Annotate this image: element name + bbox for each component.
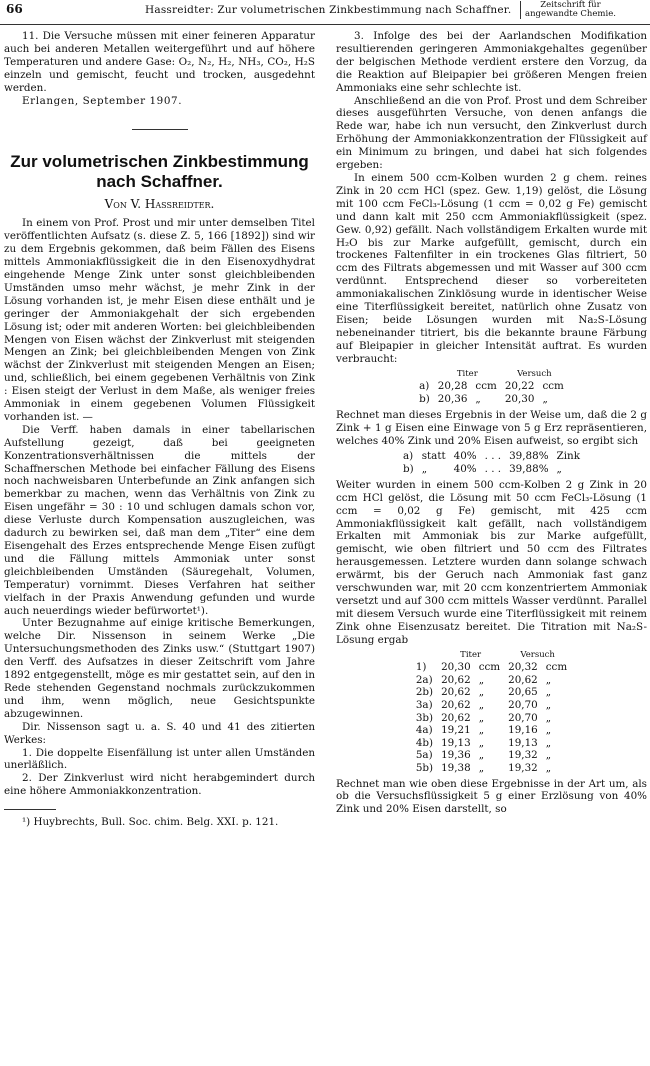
unit: „ bbox=[478, 761, 485, 774]
journal-name-line1: Zeitschrift für bbox=[540, 0, 601, 10]
column-header-titer: Titer bbox=[460, 649, 482, 660]
table-row bbox=[412, 686, 571, 699]
unit: „ bbox=[545, 686, 552, 699]
titer-value: 19,21 bbox=[441, 724, 471, 737]
dots: . . . bbox=[484, 462, 502, 475]
running-title: Hassreidter: Zur volumetrischen Zinkbestimmung nach Schaffner. bbox=[145, 4, 512, 16]
titer-value: 19,36 bbox=[441, 749, 471, 762]
table-row bbox=[412, 712, 571, 725]
unit: „ bbox=[545, 711, 552, 724]
paragraph: Die Verff. haben damals in einer tabellarischen Aufstellung gezeigt, daß bei geeigneten Konzentrationsverhältnissen die mittels der Schaffnerschen Methode bei einfacher Fällung des Eisens noch nachweisbaren Unterbefunde an Zink anfangen sich bemerkbar zu machen, wenn das Verhältnis von Zink zu Eisen ungefähr = 30 : 10 und schlugen damals schon vor, diese Verluste durch Kompensation auszugleichen, was dadurch zu bewirken sei, daß man dem „Titer“ eine dem Eisengehalt des Erzes entsprechende Menge Eisen zufügt und die Fällung mittels Ammoniak unter sonst gleichbleibenden Umständen (Säuregehalt, Volumen, Temperatur) vornimmt. Dieses Verfahren hat seither vielfach in der Praxis Anwendung gefunden und wurde auch neuerdings wieder befürwortet¹). bbox=[4, 423, 315, 617]
table-row bbox=[412, 699, 571, 712]
table-row bbox=[415, 380, 568, 393]
versuch-value: 19,13 bbox=[508, 736, 538, 749]
versuch-value: 20,70 bbox=[508, 698, 538, 711]
unit: „ bbox=[545, 736, 552, 749]
page-number: 66 bbox=[6, 2, 23, 16]
table-row bbox=[412, 724, 571, 737]
results-table-1 bbox=[415, 368, 568, 407]
row-label: 1) bbox=[415, 661, 427, 674]
unit: „ bbox=[545, 673, 552, 686]
footnote-divider bbox=[4, 809, 56, 810]
unit: „ bbox=[556, 462, 562, 475]
table-header-row bbox=[415, 368, 568, 381]
versuch-value: 19,32 bbox=[508, 749, 538, 762]
row-label: a) bbox=[403, 450, 414, 462]
table-row bbox=[412, 737, 571, 750]
percent: 40% bbox=[453, 450, 477, 462]
paragraph: In einem von Prof. Prost und mir unter demselben Titel veröffentlichten Aufsatz (s. diese Z. 5, 166 [1892]) sind wir zu dem Ergebnis gekommen, daß beim Fällen des Eisens mittels Ammoniakflüssigkeit die in den Eisenoxydhydrat eingehende Menge Zink unter sonst gleichbleibenden Umständen umso mehr wächst, je mehr Zink in der Lösung vorhanden ist, je mehr Eisen diese enthält und je geringer der Ammoniakgehalt der sich ergebenden Lösung ist; oder mit anderen Worten: bei gleichbleibenden Mengen von Eisen wächst der Zinkverlust mit steigenden Mengen an Zink; bei gleichbleibenden Mengen von Zink wächst der Zinkverlust mit steigenden Mengen an Eisen; und, schließlich, bei einem gegebenen Verhältnis von Zink : Eisen steigt der Verlust in dem Maße, als weniger freies Ammoniak in einem gegebenen Volumen Flüssigkeit vorhanden ist. — bbox=[4, 217, 315, 423]
versuch-value: 20,70 bbox=[508, 711, 538, 724]
row-label: 5a) bbox=[415, 749, 433, 762]
paragraph: Anschließend an die von Prof. Prost und dem Schreiber dieses ausgeführten Versuche, von denen anfangs die Rede war, habe ich nun versucht, den Zinkverlust durch Erhöhung der Ammoniakkonzentration der Flüssigkeit auf ein Minimum zu bringen, und dabei hat sich folgendes ergeben: bbox=[336, 94, 647, 172]
percent: 40% bbox=[453, 462, 477, 475]
column-header-versuch: Versuch bbox=[517, 368, 552, 379]
left-column bbox=[4, 30, 315, 829]
unit: „ bbox=[478, 711, 485, 724]
unit: „ bbox=[478, 698, 485, 711]
right-column bbox=[336, 30, 647, 816]
row-label: a) bbox=[419, 380, 430, 393]
unit: „ bbox=[478, 686, 485, 699]
versuch-value: 20,65 bbox=[508, 686, 538, 699]
paragraph: In einem 500 ccm-Kolben wurden 2 g chem. reines Zink in 20 ccm HCl (spez. Gew. 1,19) gelöst, die Lösung mit 100 ccm FeCl₃-Lösung (1 ccm = 0,02 g Fe) gemischt und dann kalt mit 250 ccm Ammoniakflüssigkeit (spez. Gew. 0,92) gefällt. Nach vollständigem Erkalten wurde mit H₂O bis zur Marke aufgefüllt, gemischt, durch ein trockenes Faltenfilter in ein trockenes Glas filtriert, 50 ccm des Filtrats abgemessen und mit Wasser auf 300 ccm verdünnt. Entsprechend dieser so vorbereiteten ammoniakalischen Zinklösung wurde in identischer Weise eine Titerflüssigkeit bereitet, natürlich ohne Zusatz von Eisen; beide Lösungen wurden mit Na₂S-Lösung nebeneinander titriert, bis die bekannte braune Färbung auf Bleipapier in gleicher Intensität auftrat. Es wurden verbraucht: bbox=[336, 171, 647, 365]
column-header-versuch: Versuch bbox=[520, 649, 555, 660]
unit: ccm bbox=[475, 380, 497, 393]
titer-value: 20,62 bbox=[441, 698, 471, 711]
titer-value: 20,28 bbox=[437, 380, 468, 393]
column-header-titer: Titer bbox=[456, 368, 478, 379]
titer-value: 19,13 bbox=[441, 736, 471, 749]
table-header-row bbox=[412, 649, 571, 662]
titer-value: 20,62 bbox=[441, 673, 471, 686]
versuch-value: 20,62 bbox=[508, 673, 538, 686]
unit: ccm bbox=[478, 661, 501, 674]
unit: „ bbox=[478, 749, 485, 762]
paragraph: Rechnet man dieses Ergebnis in der Weise um, daß die 2 g Zink + 1 g Eisen eine Einwage von 5 g Erz repräsentieren, welches 40% Zink und 20% Eisen aufweist, so ergibt sich bbox=[336, 409, 647, 448]
paragraph: Rechnet man wie oben diese Ergebnisse in der Art um, als ob die Versuchsflüssigkeit 5 g einer Erzlösung von 40% Zink und 20% Eisen darstellt, so bbox=[336, 777, 647, 816]
unit: ccm bbox=[542, 380, 564, 393]
result-value: 39,88% bbox=[509, 462, 549, 475]
section-divider bbox=[132, 129, 188, 130]
titer-value: 20,30 bbox=[441, 661, 471, 674]
versuch-value: 20,22 bbox=[504, 380, 535, 393]
unit: „ bbox=[545, 724, 552, 737]
versuch-value: 19,16 bbox=[508, 724, 538, 737]
table-row bbox=[412, 749, 571, 762]
prefix: statt bbox=[421, 450, 446, 462]
row-label: 3b) bbox=[415, 711, 434, 724]
unit: „ bbox=[545, 698, 552, 711]
versuch-value: 20,30 bbox=[504, 393, 535, 406]
table-row bbox=[415, 393, 568, 406]
footnote: ¹) Huybrechts, Bull. Soc. chim. Belg. XXI. p. 121. bbox=[22, 816, 279, 829]
unit: „ bbox=[478, 736, 485, 749]
paragraph: Unter Bezugnahme auf einige kritische Bemerkungen, welche Dir. Nissenson in seinem Werke „Die Untersuchungsmethoden des Zinks usw.“ (Stuttgart 1907) den Verff. des Aufsatzes in dieser Zeitschrift vom Jahre 1892 entgegenstellt, möge es mir gestattet sein, auf den in Rede stehenden Gegenstand nochmals zurückzukommen und ihm, wenn möglich, neue Gesichtspunkte abzugewinnen. bbox=[4, 617, 315, 720]
table-row bbox=[412, 661, 571, 674]
byline: Von V. Hassreidter. bbox=[104, 197, 215, 212]
titer-value: 19,38 bbox=[441, 761, 471, 774]
prefix: „ bbox=[421, 462, 428, 475]
place-date: Erlangen, September 1907. bbox=[22, 94, 183, 107]
unit: „ bbox=[475, 393, 481, 406]
dots: . . . bbox=[484, 450, 502, 462]
row-label: 3a) bbox=[415, 698, 433, 711]
row-label: 2a) bbox=[415, 673, 433, 686]
paragraph: Dir. Nissenson sagt u. a. S. 40 und 41 des zitierten Werkes: bbox=[4, 720, 315, 746]
list-item: 1. Die doppelte Eisenfällung ist unter allen Umständen unerläßlich. bbox=[4, 746, 315, 772]
unit: „ bbox=[542, 393, 548, 406]
titer-value: 20,62 bbox=[441, 686, 471, 699]
titer-value: 20,36 bbox=[437, 393, 468, 406]
result-value: 39,88% bbox=[509, 450, 549, 462]
results-table-2 bbox=[399, 450, 584, 476]
point-3: 3. Infolge des bei der Aarlandschen Modifikation resultierenden geringeren Ammoniakgehaltes gegenüber der belgischen Methode verdient erstere den Vorzug, da die Reaktion auf Bleipapier bei größeren Mengen freien Ammoniaks eine sehr schlechte ist. bbox=[336, 30, 647, 94]
titer-value: 20,62 bbox=[441, 711, 471, 724]
unit: „ bbox=[545, 761, 552, 774]
journal-name-line2: angewandte Chemie. bbox=[525, 9, 616, 19]
row-label: 2b) bbox=[415, 686, 434, 699]
unit: Zink bbox=[556, 450, 580, 462]
unit: „ bbox=[478, 724, 485, 737]
table-row bbox=[399, 463, 584, 476]
journal-name bbox=[520, 1, 616, 19]
unit: „ bbox=[545, 749, 552, 762]
list-item: 2. Der Zinkverlust wird nicht herabgemindert durch eine höhere Ammoniakkonzentration. bbox=[4, 772, 315, 798]
results-table-3 bbox=[412, 649, 571, 775]
paragraph: Weiter wurden in einem 500 ccm-Kolben 2 g Zink in 20 ccm HCl gelöst, die Lösung mit 50 ccm FeCl₃-Lösung (1 ccm = 0,02 g Fe) gemischt, mit 425 ccm Ammoniakflüssigkeit kalt gefällt, nach vollständigem Erkalten mit Ammoniak bis zur Marke aufgefüllt, gemischt, wie oben filtriert und 50 ccm des Filtrates herausgemessen. Letztere wurden dann solange schwach erwärmt, bis der Geruch nach Ammoniak fast ganz verschwunden war, mit 20 ccm konzentriertem Ammoniak versetzt und auf 300 ccm mittels Wasser verdünnt. Parallel mit diesem Versuch wurde eine Titerflüssigkeit mit reinem Zink ohne Eisenzusatz bereitet. Die Titration mit Na₂S-Lösung ergab bbox=[336, 478, 647, 646]
row-label: b) bbox=[403, 462, 414, 475]
table-row bbox=[412, 762, 571, 775]
article-title: Zur volumetrischen Zinkbestimmung nach Schaffner. bbox=[10, 152, 309, 192]
unit: „ bbox=[478, 673, 485, 686]
page-header bbox=[0, 0, 650, 25]
unit: ccm bbox=[545, 661, 568, 674]
versuch-value: 19,32 bbox=[508, 761, 538, 774]
table-row bbox=[399, 450, 584, 463]
row-label: 5b) bbox=[415, 761, 434, 774]
row-label: b) bbox=[419, 393, 430, 406]
point-11: 11. Die Versuche müssen mit einer feineren Apparatur auch bei anderen Metallen weitergeführt und auf höhere Temperaturen und andere Gase: O₂, N₂, H₂, NH₃, CO₂, H₂S einzeln und gemischt, feucht und trocken, ausgedehnt werden. bbox=[4, 30, 315, 94]
versuch-value: 20,32 bbox=[508, 661, 538, 674]
row-label: 4a) bbox=[415, 724, 433, 737]
row-label: 4b) bbox=[415, 736, 434, 749]
table-row bbox=[412, 674, 571, 687]
